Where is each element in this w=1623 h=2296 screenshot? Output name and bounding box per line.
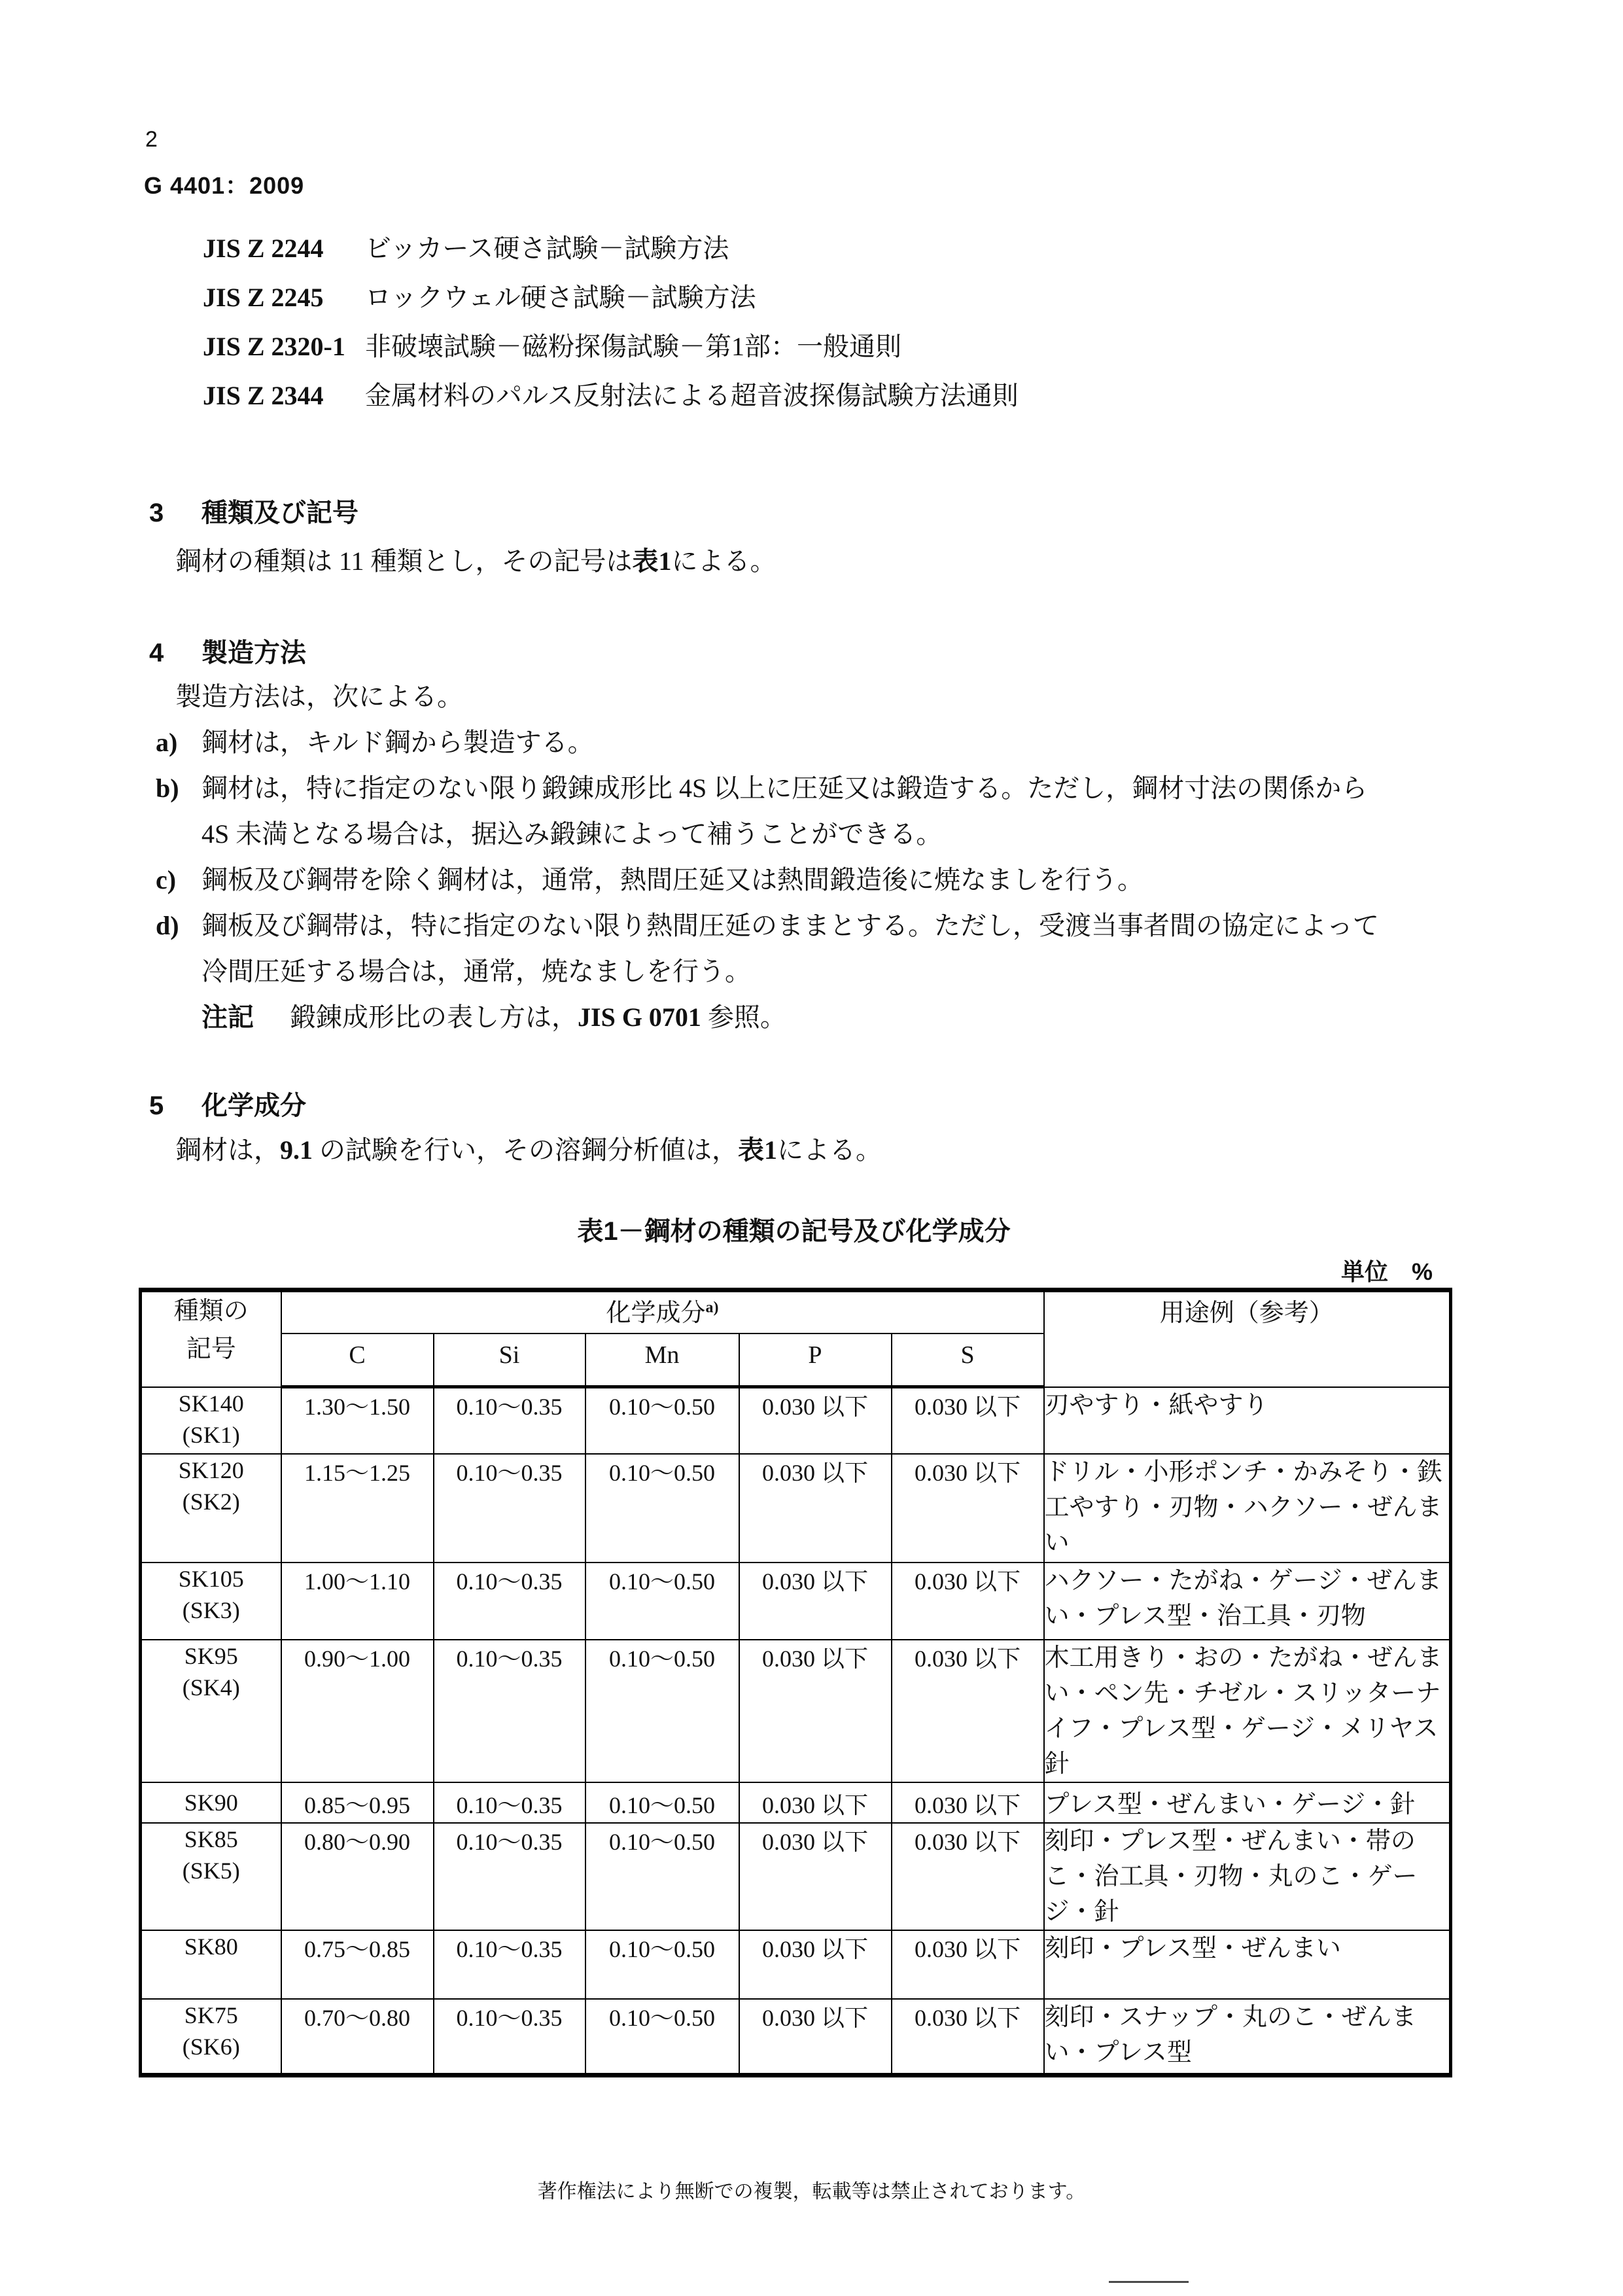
body-text: 鋼材の種類は 11 種類とし，その記号は xyxy=(175,546,633,576)
table-header-row xyxy=(141,1290,1451,1334)
c-cell: 0.70～0.80 xyxy=(281,1999,434,2075)
note-label: 注記 xyxy=(201,1003,254,1032)
table-caption: 表1－鋼材の種類の記号及び化学成分 xyxy=(577,1217,1011,1246)
symbol-cell xyxy=(141,1782,281,1823)
body-text: の試験を行い，その溶鋼分析値は， xyxy=(313,1135,738,1165)
usage-cell: 刃やすり・紙やすり xyxy=(1044,1387,1451,1454)
section-number: 5 xyxy=(149,1091,164,1120)
list-item-a xyxy=(156,722,594,759)
mn-cell: 0.10～0.50 xyxy=(585,1930,739,1999)
section-title: 化学成分 xyxy=(201,1091,306,1120)
table-row xyxy=(141,1999,1451,2075)
body-text: 鋼材は， xyxy=(175,1135,280,1165)
table-row xyxy=(141,1640,1451,1782)
header-col-c: C xyxy=(281,1333,434,1387)
doc-code: G 4401：2009 xyxy=(144,172,305,199)
s-cell: 0.030 以下 xyxy=(892,1563,1044,1640)
header-col-mn: Mn xyxy=(585,1333,739,1387)
header-chem-group xyxy=(281,1290,1044,1334)
grade-symbol: SK80 xyxy=(184,1933,238,1960)
usage-cell: 刻印・プレス型・ぜんまい xyxy=(1044,1930,1451,1999)
usage-cell: 木工用きり・おの・たがね・ぜんまい・ペン先・チゼル・スリッターナイフ・プレス型・ゲージ・メリヤス針 xyxy=(1044,1640,1451,1782)
grade-symbol: SK120 xyxy=(178,1457,244,1483)
copyright-footer: 著作権法により無断での複製，転載等は禁止されております。 xyxy=(537,2181,1086,2202)
old-symbol: (SK6) xyxy=(182,2033,240,2060)
c-cell: 1.00～1.10 xyxy=(281,1563,434,1640)
old-symbol: (SK1) xyxy=(182,1421,240,1448)
header-chem-label: 化学成分 xyxy=(606,1299,706,1327)
grade-symbol: SK140 xyxy=(178,1390,244,1417)
note-line xyxy=(201,997,786,1034)
c-cell: 1.15～1.25 xyxy=(281,1454,434,1563)
list-item-d-line2: 冷間圧延する場合は，通常，焼なましを行う。 xyxy=(201,957,751,986)
p-cell: 0.030 以下 xyxy=(739,1563,892,1640)
body-text: による。 xyxy=(671,546,777,576)
symbol-cell xyxy=(141,1930,281,1999)
section-5-heading xyxy=(149,1085,306,1122)
grade-symbol: SK90 xyxy=(184,1789,238,1816)
note-text: 参照。 xyxy=(701,1002,786,1032)
list-item-d xyxy=(156,905,1379,942)
section-4-heading xyxy=(149,632,306,669)
grade-symbol: SK95 xyxy=(184,1642,238,1669)
list-item-b-line2: 4S 未満となる場合は，据込み鍛錬によって補うことができる。 xyxy=(201,819,943,849)
item-label: a) xyxy=(156,728,178,757)
item-text: 鋼材は，特に指定のない限り鍛錬成形比 4S 以上に圧延又は鍛造する。ただし，鋼材寸法の関係から xyxy=(201,773,1368,803)
reference-item xyxy=(203,277,1019,326)
item-label: c) xyxy=(156,865,177,894)
symbol-cell xyxy=(141,1563,281,1640)
si-cell: 0.10～0.35 xyxy=(434,1930,585,1999)
scan-artifact-line xyxy=(1109,2281,1189,2283)
si-cell: 0.10～0.35 xyxy=(434,1640,585,1782)
si-cell: 0.10～0.35 xyxy=(434,1387,585,1454)
table-row xyxy=(141,1782,1451,1823)
mn-cell: 0.10～0.50 xyxy=(585,1999,739,2075)
page-number: 2 xyxy=(145,127,158,152)
ref-title: 非破壊試験－磁粉探傷試験－第1部：一般通則 xyxy=(365,332,901,361)
c-cell: 0.80～0.90 xyxy=(281,1823,434,1930)
reference-item xyxy=(203,375,1019,424)
header-symbol-line2: 記号 xyxy=(186,1335,236,1363)
section-title: 製造方法 xyxy=(201,639,306,667)
header-col-p: P xyxy=(739,1333,892,1387)
ref-code: JIS Z 2344 xyxy=(203,381,324,410)
si-cell: 0.10～0.35 xyxy=(434,1782,585,1823)
ref-code: JIS Z 2245 xyxy=(203,283,324,312)
body-text: による。 xyxy=(777,1135,882,1165)
p-cell: 0.030 以下 xyxy=(739,1640,892,1782)
table1-reference: 表1 xyxy=(632,546,672,576)
old-symbol: (SK3) xyxy=(182,1597,240,1623)
unit-label: 単位 % xyxy=(1340,1258,1433,1285)
section-4-intro: 製造方法は，次による。 xyxy=(175,682,463,711)
usage-cell: ハクソー・たがね・ゲージ・ぜんまい・プレス型・治工具・刃物 xyxy=(1044,1563,1451,1640)
s-cell: 0.030 以下 xyxy=(892,1782,1044,1823)
symbol-cell xyxy=(141,1640,281,1782)
ref-title: 金属材料のパルス反射法による超音波探傷試験方法通則 xyxy=(365,381,1019,410)
item-label: d) xyxy=(156,911,179,940)
item-label: b) xyxy=(156,773,179,803)
table-row xyxy=(141,1454,1451,1563)
section-title: 種類及び記号 xyxy=(201,499,358,527)
clause-9-1-reference: 9.1 xyxy=(280,1135,313,1165)
jis-g0701-reference: JIS G 0701 xyxy=(578,1002,701,1032)
s-cell: 0.030 以下 xyxy=(892,1454,1044,1563)
si-cell: 0.10～0.35 xyxy=(434,1563,585,1640)
mn-cell: 0.10～0.50 xyxy=(585,1563,739,1640)
grade-symbol: SK75 xyxy=(184,2002,238,2028)
c-cell: 0.85～0.95 xyxy=(281,1782,434,1823)
table1-reference: 表1 xyxy=(738,1135,777,1165)
p-cell: 0.030 以下 xyxy=(739,1782,892,1823)
symbol-cell xyxy=(141,1999,281,2075)
list-item-c xyxy=(156,859,1143,896)
list-item-b xyxy=(156,768,1367,805)
symbol-cell xyxy=(141,1823,281,1930)
mn-cell: 0.10～0.50 xyxy=(585,1823,739,1930)
p-cell: 0.030 以下 xyxy=(739,1387,892,1454)
p-cell: 0.030 以下 xyxy=(739,1823,892,1930)
mn-cell: 0.10～0.50 xyxy=(585,1640,739,1782)
section-5-body xyxy=(175,1129,882,1167)
ref-title: ロックウェル硬さ試験－試験方法 xyxy=(365,283,756,312)
old-symbol: (SK2) xyxy=(182,1488,240,1515)
table-row xyxy=(141,1387,1451,1454)
section-3-heading xyxy=(149,492,358,529)
grade-symbol: SK85 xyxy=(184,1826,238,1852)
si-cell: 0.10～0.35 xyxy=(434,1823,585,1930)
header-symbol-line1: 種類の xyxy=(173,1298,249,1325)
si-cell: 0.10～0.35 xyxy=(434,1999,585,2075)
reference-list xyxy=(203,228,1019,424)
old-symbol: (SK4) xyxy=(182,1674,240,1701)
item-text: 鋼板及び鋼帯を除く鋼材は，通常，熱間圧延又は熱間鍛造後に焼なましを行う。 xyxy=(201,865,1143,894)
s-cell: 0.030 以下 xyxy=(892,1387,1044,1454)
header-symbol xyxy=(141,1290,281,1387)
old-symbol: (SK5) xyxy=(182,1857,240,1884)
table-row xyxy=(141,1930,1451,1999)
chemical-composition-table xyxy=(139,1288,1452,2077)
reference-item xyxy=(203,326,1019,375)
table-row xyxy=(141,1563,1451,1640)
symbol-cell xyxy=(141,1387,281,1454)
usage-cell: 刻印・スナップ・丸のこ・ぜんまい・プレス型 xyxy=(1044,1999,1451,2075)
symbol-cell xyxy=(141,1454,281,1563)
ref-title: ビッカース硬さ試験－試験方法 xyxy=(365,234,729,263)
reference-item xyxy=(203,228,1019,277)
s-cell: 0.030 以下 xyxy=(892,1930,1044,1999)
usage-cell: ドリル・小形ポンチ・かみそり・鉄工やすり・刃物・ハクソー・ぜんまい xyxy=(1044,1454,1451,1563)
section-number: 3 xyxy=(149,499,164,527)
p-cell: 0.030 以下 xyxy=(739,1930,892,1999)
item-text: 鋼材は，キルド鋼から製造する。 xyxy=(201,728,594,757)
p-cell: 0.030 以下 xyxy=(739,1999,892,2075)
usage-cell: 刻印・プレス型・ぜんまい・帯のこ・治工具・刃物・丸のこ・ゲージ・針 xyxy=(1044,1823,1451,1930)
header-usage: 用途例（参考） xyxy=(1044,1290,1451,1387)
s-cell: 0.030 以下 xyxy=(892,1823,1044,1930)
footnote-a-marker: a) xyxy=(705,1299,719,1316)
mn-cell: 0.10～0.50 xyxy=(585,1782,739,1823)
table-row xyxy=(141,1823,1451,1930)
header-col-s: S xyxy=(892,1333,1044,1387)
section-3-body xyxy=(175,540,777,578)
header-col-si: Si xyxy=(434,1333,585,1387)
ref-code: JIS Z 2244 xyxy=(203,234,324,263)
s-cell: 0.030 以下 xyxy=(892,1999,1044,2075)
mn-cell: 0.10～0.50 xyxy=(585,1454,739,1563)
s-cell: 0.030 以下 xyxy=(892,1640,1044,1782)
c-cell: 0.90～1.00 xyxy=(281,1640,434,1782)
c-cell: 0.75～0.85 xyxy=(281,1930,434,1999)
section-number: 4 xyxy=(149,639,164,667)
grade-symbol: SK105 xyxy=(178,1565,244,1592)
item-text: 鋼板及び鋼帯は，特に指定のない限り熱間圧延のままとする。ただし，受渡当事者間の協定によって xyxy=(201,911,1379,940)
si-cell: 0.10～0.35 xyxy=(434,1454,585,1563)
c-cell: 1.30～1.50 xyxy=(281,1387,434,1454)
usage-cell: プレス型・ぜんまい・ゲージ・針 xyxy=(1044,1782,1451,1823)
note-text: 鍛錬成形比の表し方は， xyxy=(290,1002,578,1032)
mn-cell: 0.10～0.50 xyxy=(585,1387,739,1454)
ref-code: JIS Z 2320-1 xyxy=(203,332,345,361)
p-cell: 0.030 以下 xyxy=(739,1454,892,1563)
